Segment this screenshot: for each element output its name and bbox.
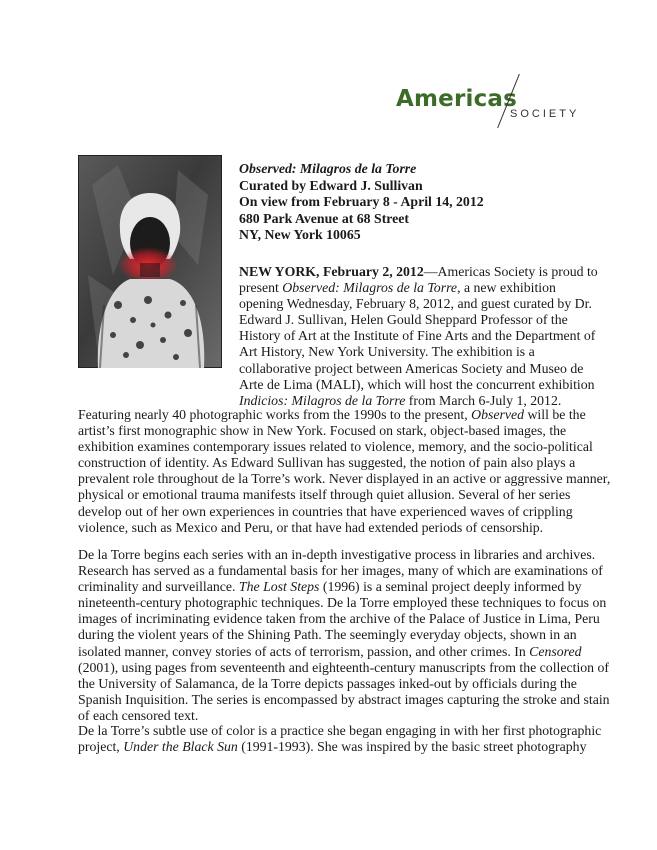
curator-line: Curated by Edward J. Sullivan	[239, 177, 423, 193]
exhibition-title: Observed: Milagros de la Torre	[239, 161, 417, 176]
italic-title: The Lost Steps	[238, 579, 320, 595]
intro-line: Arte de Lima (MALI), which will host the concurrent exhibition	[239, 376, 595, 392]
paragraph-line: (2001), using pages from seventeenth and eighteenth-century manuscripts from the collection of	[78, 659, 610, 675]
paragraph-line: of each censored text.	[78, 707, 199, 723]
paragraph-line: exhibition examines contemporary issues related to violence, memory, and the socio-political	[78, 439, 593, 455]
paragraph-line	[78, 579, 618, 595]
body-paragraph-3	[78, 723, 618, 755]
italic-title: Censored	[529, 643, 582, 659]
intro-text: present	[239, 280, 283, 296]
logo-subtitle: SOCIETY	[510, 108, 580, 120]
paragraph-line: physical or emotional trauma manifests itself through quiet allusion. Several of her series	[78, 487, 571, 503]
paragraph-text: criminality and surveillance.	[78, 579, 239, 595]
paragraph-line	[78, 407, 618, 423]
paragraph-line: develop out of her own experiences in countries that have experienced waves of crippling	[78, 503, 573, 519]
paragraph-line: artist’s first monographic show in New York. Focused on stark, object-based images, the	[78, 423, 567, 439]
paragraph-line: Research has served as a fundamental basis for her images, many of which are examinations of	[78, 563, 603, 579]
italic-title: Under the Black Sun	[123, 739, 238, 755]
intro-line	[239, 280, 619, 296]
paragraph-text: project,	[78, 739, 124, 755]
paragraph-line: Spanish Inquisition. The series is encompassed by abstract images capturing the stroke and stain	[78, 691, 610, 707]
exhibition-header	[239, 161, 619, 244]
concurrent-exhibition-title: Indicios: Milagros de la Torre	[239, 392, 406, 408]
intro-line: Edward J. Sullivan, Helen Gould Sheppard Professor of the	[239, 312, 568, 328]
paragraph-text: Featuring nearly 40 photographic works from the 1990s to the present,	[78, 407, 472, 422]
intro-line: collaborative project between Americas Society and Museo de	[239, 360, 584, 376]
paragraph-line: construction of identity. As Edward Sullivan has suggested, the notion of pain also plays a	[78, 455, 576, 471]
americas-society-logo	[396, 70, 596, 130]
paragraph-text: (1991-1993). She was inspired by the basic street photography	[237, 739, 587, 755]
body-paragraph-2	[78, 547, 618, 724]
intro-text: from March 6-July 1, 2012.	[405, 392, 562, 408]
italic-title: Observed	[471, 407, 524, 422]
paragraph-text: will be the	[524, 407, 586, 422]
intro-line: opening Wednesday, February 8, 2012, and guest curated by Dr.	[239, 296, 592, 312]
intro-text: , a new exhibition	[457, 280, 556, 296]
paragraph-line: prevalent role throughout de la Torre’s work. Never displayed in an active or aggressive manner,	[78, 471, 611, 487]
paragraph-line: violence, such as Mexico and Peru, or that have had extended periods of censorship.	[78, 519, 544, 535]
intro-paragraph	[239, 264, 619, 409]
paragraph-line: during the violent years of the Shining Path. The seemingly everyday objects, shown in an	[78, 627, 577, 643]
paragraph-line	[78, 644, 618, 660]
paragraph-line: nineteenth-century photographic techniques. De la Torre employed these techniques to focus on	[78, 595, 607, 611]
city-line: NY, New York 10065	[239, 227, 361, 242]
paragraph-text: (1996) is a seminal project deeply informed by	[319, 579, 582, 595]
exhibition-photo	[78, 155, 222, 368]
exhibition-title-italic: Observed: Milagros de la Torre	[282, 280, 458, 296]
logo-wordmark: Americas	[396, 86, 518, 112]
negative-portrait-image	[78, 155, 222, 368]
paragraph-line: the University of Salamanca, de la Torre depicts passages inked-out by officials during the	[78, 675, 577, 691]
intro-line: History of Art at the Institute of Fine Arts and the Department of	[239, 328, 596, 344]
intro-line	[239, 264, 619, 280]
body-paragraph-1	[78, 407, 618, 536]
paragraph-text: isolated manner, convey stories of acts of terrorism, passion, and other crimes. In	[78, 643, 530, 659]
address-line: 680 Park Avenue at 68 Street	[239, 210, 410, 226]
paragraph-line: De la Torre’s subtle use of color is a practice she began engaging in with her first photographic	[78, 723, 602, 738]
dates-line: On view from February 8 - April 14, 2012	[239, 194, 484, 209]
intro-line: Art History, New York University. The exhibition is a	[239, 344, 535, 360]
paragraph-line: images of incriminating evidence taken from the archive of the Palace of Justice in Lima, Peru	[78, 611, 600, 627]
dateline: NEW YORK, February 2, 2012	[239, 264, 424, 279]
paragraph-line: De la Torre begins each series with an in-depth investigative process in libraries and archives.	[78, 547, 596, 562]
paragraph-line	[78, 739, 618, 755]
intro-text: —Americas Society is proud to	[423, 264, 598, 279]
